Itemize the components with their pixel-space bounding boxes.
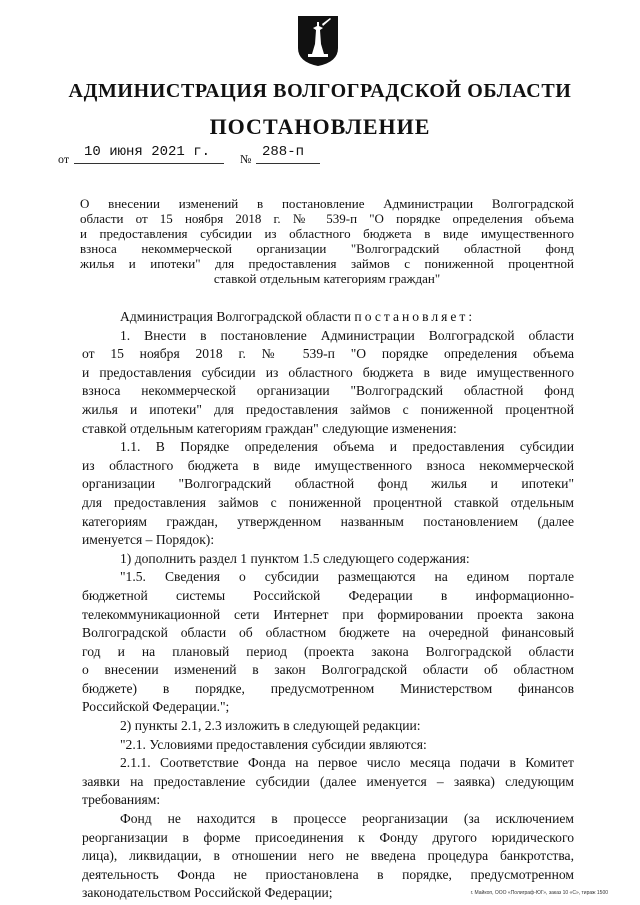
body-line: лица), ликвидации, в отношении него не введена процедура банкротства, (82, 848, 574, 864)
subject-line: и предоставления субсидии из областного бюджета в виде имущественного (80, 226, 574, 241)
organization-title: АДМИНИСТРАЦИЯ ВОЛГОГРАДСКОЙ ОБЛАСТИ (68, 80, 572, 102)
body-line: "1.5. Сведения о субсидии размещаются на едином портале (120, 569, 574, 585)
number-prefix: № (240, 152, 252, 166)
body-line: реорганизации в форме присоединения к Фонду другого юридического (82, 829, 574, 845)
subject-line: О внесении изменений в постановление Администрации Волгоградской (80, 196, 574, 211)
body-line: организации "Волгоградский областной фонд жилья и ипотеки" (82, 476, 574, 492)
body-line: взноса некоммерческой организации "Волгоградский областной фонд (82, 383, 574, 399)
intro-decree-word: постановляет: (354, 309, 476, 324)
body-line: деятельность Фонда не приостановлена в порядке, предусмотренном (82, 866, 574, 882)
intro-text: Администрация Волгоградской области (120, 309, 352, 324)
body-line: 1) дополнить раздел 1 пунктом 1.5 следующего содержания: (120, 550, 470, 566)
body-line: для предоставления займов с пониженной процентной ставкой отдельным (82, 494, 574, 510)
body-line: требованиям: (82, 792, 161, 808)
number-underline (256, 163, 320, 164)
volgograd-region-emblem-icon (296, 14, 340, 68)
body-line: 2) пункты 2.1, 2.3 изложить в следующей редакции: (120, 718, 421, 734)
body-line: бюджете) в порядке, предусмотренном Министерством финансов (82, 680, 574, 696)
subject-line: взноса некоммерческой организации "Волгоградский областной фонд (80, 241, 574, 256)
print-info: г. Майкоп, ООО «Полиграф-ЮГ», заказ 10 «С», тираж 1500 (470, 890, 608, 896)
date-underline (74, 163, 224, 164)
body-line: Российской Федерации."; (82, 699, 230, 715)
document-subject (80, 196, 574, 286)
body-line: телекоммуникационной сети Интернет при формировании проекта закона (82, 606, 574, 622)
body-line: категориям граждан, утвержденном названным постановлением (далее (82, 513, 574, 529)
subject-line: ставкой отдельным категориям граждан" (213, 271, 441, 286)
subject-line: жилья и ипотеки" для предоставления займов с пониженной процентной (80, 256, 574, 271)
document-body (82, 308, 574, 903)
body-line: "2.1. Условиями предоставления субсидии являются: (120, 736, 427, 752)
body-line: законодательством Российской Федерации; (82, 885, 333, 901)
body-line: о внесении изменений в закон Волгоградской области об областном (82, 662, 574, 678)
body-line: ставкой отдельным категориям граждан" следующие изменения: (82, 420, 457, 436)
body-line: 1. Внести в постановление Администрации Волгоградской области (120, 327, 574, 343)
body-intro (82, 308, 574, 327)
subject-line: области от 15 ноября 2018 г. № 539-п "О порядке определения объема (80, 211, 574, 226)
document-number: 288-п (262, 144, 305, 160)
body-line: именуется – Порядок): (82, 532, 215, 548)
body-line: из областного бюджета в виде имущественного взноса некоммерческой (82, 457, 574, 473)
document-date: 10 июня 2021 г. (84, 144, 211, 160)
body-line: от 15 ноября 2018 г. № 539-п "О порядке определения объема (82, 346, 574, 362)
body-line: 2.1.1. Соответствие Фонда на первое число месяца подачи в Комитет (120, 755, 574, 771)
body-line: год и на плановый период (проекта закона Волгоградской области (82, 643, 574, 659)
body-line: заявки на предоставление субсидии (далее именуется – заявка) следующим (82, 773, 574, 789)
body-line: Волгоградской области об областном бюджете на очередной финансовый (82, 625, 574, 641)
body-line: бюджетной системы Российской Федерации в информационно- (82, 587, 574, 603)
body-line: 1.1. В Порядке определения объема и предоставления субсидии (120, 439, 574, 455)
document-type: ПОСТАНОВЛЕНИЕ (209, 114, 431, 139)
date-prefix: от (58, 152, 70, 166)
body-line: Фонд не находится в процессе реорганизации (за исключением (120, 811, 574, 827)
body-line: и предоставления субсидии из областного бюджета в виде имущественного (82, 364, 574, 380)
body-line: жилья и ипотеки" для предоставления займов с пониженной процентной (82, 401, 574, 417)
